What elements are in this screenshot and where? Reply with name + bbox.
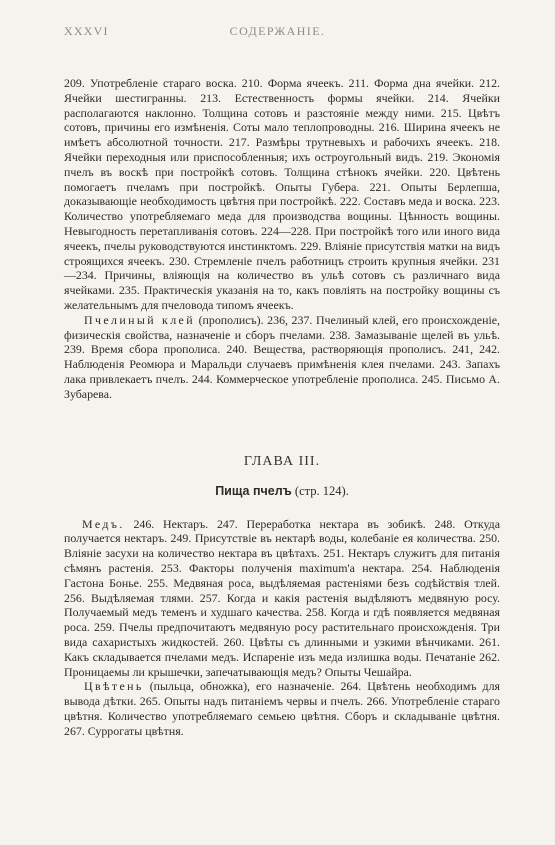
- running-title: СОДЕРЖАНІЕ.: [229, 24, 326, 38]
- section-gap: [64, 499, 500, 517]
- section-title-pages: (стр. 124).: [291, 483, 349, 498]
- section-title-strong: Пища пчелъ: [215, 483, 292, 498]
- honey-heading: Медъ.: [82, 516, 125, 531]
- section-two-paragraph-2-text: (прополисъ). 236, 237. Пчелиный клей, его происхожденіе, физическія свойства, назначеніе и сборъ пчелами. 238. Замазываніе щелей въ ульѣ. 239. Время сбора прополиса. 240. Вещества, растворяющія прополисъ. 241, 242. Наблюденія Реомюра и Маральди случаевъ примѣненія клея пчелами. 243. Запахъ лака привлекаетъ пчелъ. 244. Коммерческое употребленіе прополиса. 245. Письмо А. Зубарева.: [64, 312, 500, 401]
- section-three-paragraph-2: [64, 679, 500, 738]
- page-body: [64, 76, 500, 738]
- propolis-heading: Пчелиный клей: [84, 312, 195, 327]
- section-three-paragraph-1-text: 246. Нектаръ. 247. Переработка нектара въ зобикѣ. 248. Откуда получается нектаръ. 249. Присутствіе въ нектарѣ воды, колебаніе ея количества. 250. Вліяніе засухи на количество нектара въ цвѣтахъ. 251. Нектаръ служитъ для питанія сѣмянъ растенія. 253. Факторы полученія maximum'а нектара. 254. Наблюденія Гастона Бонье. 255. Медвяная роса, выдѣляемая растеніями безъ содѣйствія тлей. 256. Выдѣляемая тлями. 257. Когда и какія растенія выдѣляютъ медвяную росу. Получаемый медъ теменъ и худшаго качества. 258. Когда и гдѣ появляется медвяная роса. 259. Пчелы предпочитаютъ медвяную росу растительнаго происхожденія. Три вида сахаристыхъ жидкостей. 260. Цвѣты съ длинными и узкими вѣнчиками. 261. Какъ складывается пчелами медъ. Испареніе изъ меда излишка воды. Печатаніе 262. Проницаемы ли крышечки, запечатывающія медъ? Опыты Чешайра.: [64, 516, 500, 679]
- section-two-paragraph-1: 209. Употребленіе стараго воска. 210. Форма ячеекъ. 211. Форма дна ячейки. 212. Ячейки шестигранны. 213. Естественность формы ячейки. 214. Ячейки располагаются наклонно. Толщина сотовъ и разстояніе между ними. 215. Цвѣтъ сотовъ, причины его измѣненія. Соты мало теплопроводны. 216. Ширина ячеекъ не имѣетъ абсолютной точности. 217. Размѣры трутневыхъ и рабочихъ ячеекъ. 218. Ячейки переходныя или приспособленныя; ихъ остроугольный видъ. 219. Экономія пчелъ въ воскѣ при постройкѣ сотовъ. Толщина стѣнокъ ячейки. 220. Цвѣтень помогаетъ пчеламъ при постройкѣ. Опыты Губера. 221. Опыты Берлепша, доказывающіе необходимость цвѣтня при постройкѣ. 222. Составъ меда и воска. 223. Количество употребляемаго меда для производства вощины. Цѣнность вощины. Невыгодность перетапливанія сотовъ. 224—228. При постройкѣ того или иного вида ячеекъ, пчелы руководствуются инстинктомъ. 229. Вліяніе присутствія матки на видъ строящихся ячеекъ. 230. Стремленіе пчелъ работницъ строить крупныя ячейки. 231—234. Причины, вліяющія на количество въ ульѣ сотовъ съ различнаго вида ячейками. 235. Практическія указанія на то, какъ повліять на постройку вощины съ желательнымъ для пчеловода типомъ ячеекъ.: [64, 76, 500, 312]
- chapter-title: ГЛАВА III.: [243, 453, 321, 469]
- section-two-paragraph-2: [64, 313, 500, 402]
- pollen-heading: Цвѣтень: [84, 679, 144, 694]
- page-header: [0, 24, 555, 46]
- page-number: XXXVI: [64, 24, 109, 38]
- section-three-paragraph-2-text: (пыльца, обножка), его назначеніе. 264. Цвѣтень необходимъ для вывода дѣтки. 265. Опыты надъ питаніемъ червы и пчелъ. 266. Употребленіе стараго цвѣтня. Количество употребляемаго семьею цвѣтня. Сборъ и складываніе цвѣтня. 267. Суррогаты цвѣтня.: [64, 679, 500, 738]
- section-three-paragraph-1: [64, 517, 500, 680]
- section-title: [64, 484, 500, 499]
